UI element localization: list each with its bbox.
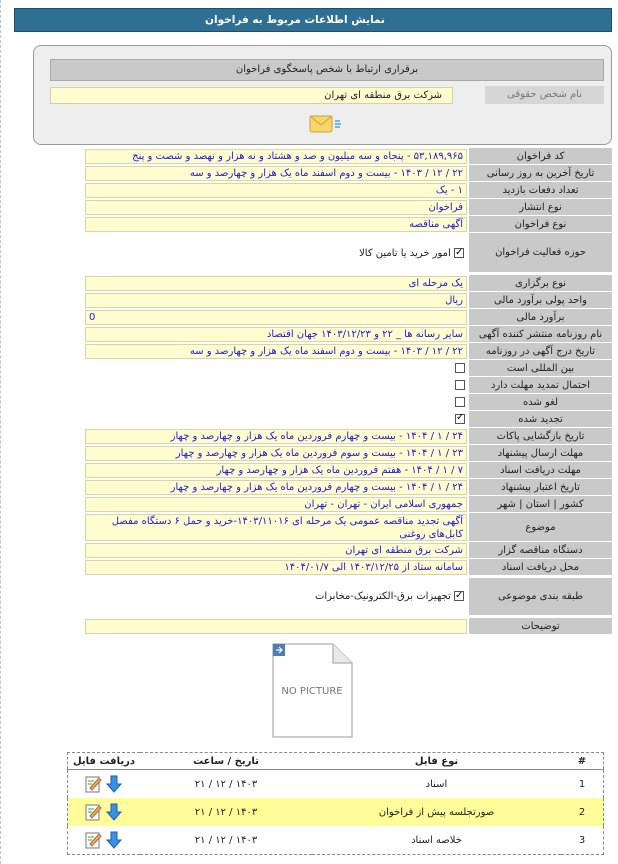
label-visit-count: تعداد دفعات بازدید xyxy=(469,182,612,199)
label-holding-type: نوع برگزاری xyxy=(469,275,612,292)
value-newspaper-date: ۲۲ / ۱۲ / ۱۴۰۳ - بیست و دوم اسفند ماه یک هزار و چهارصد و سه xyxy=(85,344,467,359)
edit-icon[interactable] xyxy=(85,831,103,849)
value-validity-date: ۲۴ / ۱ / ۱۴۰۴ - بیست و چهارم فروردین ماه یک هزار و چهارصد و چهار xyxy=(85,480,467,495)
label-estimate: برآورد مالی xyxy=(469,309,612,326)
header-download: دریافت فایل xyxy=(68,753,141,770)
file-type: صورتجلسه پیش از فراخوان xyxy=(378,806,495,818)
value-publish-type: فراخوان xyxy=(85,200,467,215)
label-opening-date: تاریخ بازگشایی پاکات xyxy=(469,428,612,445)
label-publish-type: نوع انتشار xyxy=(469,199,612,216)
download-cell xyxy=(68,798,141,826)
label-category: طبقه بندی موضوعی xyxy=(469,578,612,616)
international-checkbox[interactable] xyxy=(455,363,465,373)
label-organizer: دستگاه مناقصه گزار xyxy=(469,542,612,559)
value-organizer: شرکت برق منطقه ای تهران xyxy=(85,543,467,558)
label-proposal-deadline: مهلت ارسال پیشنهاد xyxy=(469,445,612,462)
value-estimate: 0 xyxy=(85,310,467,325)
value-currency: ریال xyxy=(85,293,467,308)
contact-label: نام شخص حقوقی xyxy=(485,86,604,104)
label-description: توضیحات xyxy=(469,618,612,635)
download-cell xyxy=(68,770,141,799)
label-subject: موضوع xyxy=(469,513,612,542)
label-tender-type: نوع فراخوان xyxy=(469,216,612,233)
label-location: کشور | استان | شهر xyxy=(469,496,612,513)
category-checkbox[interactable] xyxy=(454,591,464,601)
header-num: # xyxy=(561,753,604,770)
value-tender-code: ۵۳,۱۸۹,۹۶۵ - پنجاه و سه میلیون و صد و هشتاد و نه هزار و نهصد و شصت و پنج xyxy=(85,149,467,164)
file-date: ۲۱ / ۱۲ / ۱۴۰۳ xyxy=(194,778,258,790)
download-arrow-icon[interactable] xyxy=(105,831,123,849)
label-last-update: تاریخ آخرین به روز رسانی xyxy=(469,165,612,182)
file-num: 1 xyxy=(578,778,586,790)
file-date: ۲۱ / ۱۲ / ۱۴۰۳ xyxy=(194,806,258,818)
download-arrow-icon[interactable] xyxy=(105,775,123,793)
contact-value: شرکت برق منطقه ای تهران xyxy=(50,87,453,104)
contact-heading: برقراری ارتباط با شخص پاسخگوی فراخوان xyxy=(50,59,604,81)
file-type: اسناد xyxy=(425,778,448,790)
page-title: نمایش اطلاعات مربوط به فراخوان xyxy=(205,14,385,26)
file-num: 2 xyxy=(578,806,586,818)
label-newspaper: نام روزنامه منتشر کننده آگهی xyxy=(469,326,612,343)
value-category xyxy=(85,590,467,605)
no-picture-text: NO PICTURE xyxy=(281,686,343,697)
label-validity-date: تاریخ اعتبار پیشنهاد xyxy=(469,479,612,496)
label-extension: احتمال تمدید مهلت دارد xyxy=(469,377,612,394)
contact-panel xyxy=(33,45,612,145)
label-tender-code: کد فراخوان xyxy=(469,148,612,165)
file-num: 3 xyxy=(578,834,586,846)
renewed-checkbox[interactable] xyxy=(455,414,465,424)
category-text: تجهیزات برق-الکترونیک-مخابرات xyxy=(314,591,451,602)
download-cell xyxy=(68,826,141,855)
value-subject: آگهی تجدید مناقصه عمومی یک مرحله ای ۱۴۰۳/۱۱۰۱۶-خرید و حمل ۶ دستگاه مفصل کابل‌های روغنی xyxy=(85,514,467,541)
label-cancelled: لغو شده xyxy=(469,394,612,411)
page-header xyxy=(14,8,612,32)
label-international: بین المللی است xyxy=(469,360,612,377)
value-location: جمهوری اسلامی ایران - تهران - تهران xyxy=(85,497,467,512)
label-renewed: تجدید شده xyxy=(469,411,612,428)
value-description xyxy=(85,619,467,634)
value-newspaper: سایر رسانه ها _ ۲۲ و ۱۴۰۳/۱۲/۲۳ جهان اقتصاد xyxy=(85,327,467,342)
activity-text: امور خرید یا تامین کالا xyxy=(359,248,451,259)
edit-icon[interactable] xyxy=(85,803,103,821)
file-date: ۲۱ / ۱۲ / ۱۴۰۳ xyxy=(194,834,258,846)
value-doc-deadline: ۷ / ۱ / ۱۴۰۴ - هفتم فروردین ماه یک هزار و چهارصد و چهار xyxy=(85,463,467,478)
label-currency: واحد پولی برآورد مالی xyxy=(469,292,612,309)
label-newspaper-date: تاریخ درج آگهی در روزنامه xyxy=(469,343,612,360)
value-doc-location: سامانه ستاد از ۱۴۰۳/۱۲/۲۵ الی ۱۴۰۴/۰۱/۷ xyxy=(85,560,467,575)
value-activity-field xyxy=(85,247,467,262)
table-row xyxy=(68,826,604,855)
envelope-icon[interactable] xyxy=(308,113,342,135)
header-date: تاریخ / ساعت xyxy=(140,753,312,770)
value-proposal-deadline: ۲۳ / ۱ / ۱۴۰۴ - بیست و سوم فروردین ماه یک هزار و چهارصد و چهار xyxy=(85,446,467,461)
value-holding-type: یک مرحله ای xyxy=(85,276,467,291)
table-row xyxy=(68,798,604,826)
cancelled-checkbox[interactable] xyxy=(455,397,465,407)
files-table-header xyxy=(68,753,604,770)
activity-checkbox[interactable] xyxy=(454,248,464,258)
label-doc-location: محل دریافت اسناد xyxy=(469,559,612,576)
value-last-update: ۲۲ / ۱۲ / ۱۴۰۳ - بیست و دوم اسفند ماه یک هزار و چهارصد و سه xyxy=(85,166,467,181)
download-arrow-icon[interactable] xyxy=(105,803,123,821)
table-row xyxy=(68,770,604,799)
label-activity-field: حوزه فعالیت فراخوان xyxy=(469,233,612,273)
file-type: خلاصه اسناد xyxy=(411,834,462,846)
edit-icon[interactable] xyxy=(85,775,103,793)
header-type: نوع فایل xyxy=(312,753,561,770)
no-picture-image xyxy=(271,642,354,739)
value-visit-count: ۱ - یک xyxy=(85,183,467,198)
value-opening-date: ۲۴ / ۱ / ۱۴۰۴ - بیست و چهارم فروردین ماه یک هزار و چهارصد و چهار xyxy=(85,429,467,444)
label-doc-deadline: مهلت دریافت اسناد xyxy=(469,462,612,479)
value-tender-type: آگهی مناقصه xyxy=(85,217,467,232)
extension-checkbox[interactable] xyxy=(455,380,465,390)
files-table xyxy=(67,752,604,855)
